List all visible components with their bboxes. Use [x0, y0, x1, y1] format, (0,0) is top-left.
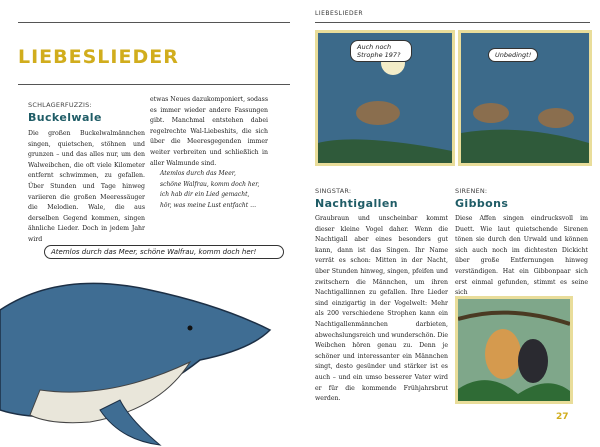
title-rule: [18, 84, 290, 85]
nightingale-kicker: SINGSTAR:: [315, 187, 352, 195]
poem-line: Atemlos durch das Meer,: [160, 170, 236, 177]
gibbon-illustration-frame: [455, 296, 573, 404]
speech-bubble: Atemlos durch das Meer, schöne Walfrau, komm doch her!: [44, 245, 284, 259]
nightingale-body: Graubraun und unscheinbar kommt dieser kleine Vogel daher. Wenn die Nachtigall aber eines besonders gut kann, dann ist das Singen. Ihr Name verrät es schon: Mitten in der Nacht, über Stunden hinweg, singen, pfeifen und zwitschern die Männchen, um ihren Nachtigallinnen zu gefallen. Ihre Lieder sind einzigartig in der Vogelwelt: Mehr als 200 verschiedene Strophen kann ein Nachtigallenmännchen darbieten, abwechslungsreich und wunderschön. Die Weibchen hören genau zu. Denn je schöner und interessanter ein Männchen singt, desto gesünder und stärker ist es auch – und ein umso besserer Vater wird er für die kommende Frühjahrsbrut werden.: [315, 215, 448, 403]
poem-line: schöne Walfrau, komm doch her,: [160, 180, 260, 188]
body-column-1: Die großen Buckelwalmännchen singen, quietschen, stöhnen und grunzen – und das alles nur, um den Walweibchen, die oft viele Kilometer entfernt schwimmen, zu gefallen. Über Stunden und Tage hinweg variieren die großen Meeressäuger die Melodien. Wale, die aus derselben Gegend kommen, singen ähnliche Lieder. Doch in jedem Jahr wird: [28, 130, 145, 243]
poem-line: hör, was meine Lust entfacht …: [160, 201, 257, 209]
section-kicker: SCHLAGERFUZZIS:: [28, 101, 92, 109]
poem: [160, 169, 280, 211]
top-rule: [18, 22, 290, 23]
section-heading: Buckelwale: [28, 111, 102, 124]
running-head: LIEBESLIEDER: [315, 10, 364, 17]
nightingale-heading: Nachtigallen: [315, 197, 398, 210]
gibbon-kicker: SIRENEN:: [455, 187, 488, 195]
poem-line: ich hab dir ein Lied gemacht,: [160, 191, 250, 199]
gibbon-illustration: [458, 299, 570, 401]
body-column-2: etwas Neues dazukomponiert, sodass es immer wieder andere Fassungen gibt. Manchmal entstehen dabei regelrechte Wal-Liebeshits, die sich über die Meeresgegenden immer weiter verbreiten und schließlich in aller Walmunde sind.: [150, 96, 268, 167]
comic-bubble-2: Unbedingt!: [488, 48, 538, 62]
gibbon-heading: Gibbons: [455, 197, 509, 210]
page-number: 27: [556, 412, 569, 422]
whale-illustration: [0, 250, 300, 447]
page-title: LIEBESLIEDER: [18, 46, 179, 68]
comic-bubble-1: Auch noch Strophe 197?: [350, 40, 412, 62]
gibbon-body: Diese Affen singen eindrucksvoll im Duett. Wie laut quietschende Sirenen tönen sie durch den Urwald und können sich auch noch im dichtesten Dickicht über große Entfernungen hinweg verständigen. Hat ein Gibbonpaar sich erst einmal gefunden, stimmt es seine sich: [455, 215, 588, 297]
top-rule: [315, 22, 590, 23]
